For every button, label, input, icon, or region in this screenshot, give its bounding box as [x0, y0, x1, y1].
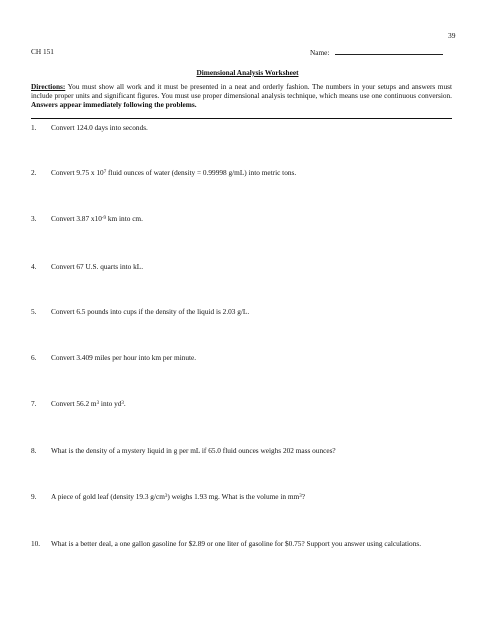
question-number: 1. — [31, 123, 37, 132]
question-number: 5. — [31, 307, 37, 316]
question-number: 8. — [31, 446, 37, 455]
question-number: 6. — [31, 353, 37, 362]
question-text: What is a better deal, a one gallon gasoline for $2.89 or one liter of gasoline for $0.75? Support you answer using calculations. — [51, 539, 422, 548]
question-6 — [31, 353, 452, 362]
question-text: Convert 67 U.S. quarts into kL. — [51, 262, 144, 271]
question-text: Convert 56.2 $m^3$ into $yd^3$. — [51, 399, 126, 408]
divider-rule — [31, 118, 452, 119]
directions-emphasis: Answers appear immediately following the problems. — [31, 99, 197, 109]
question-number: 4. — [31, 262, 37, 271]
question-number: 10. — [31, 539, 41, 548]
question-text: Convert 124.0 days into seconds. — [51, 123, 148, 132]
question-9 — [31, 492, 452, 501]
question-7 — [31, 399, 452, 408]
worksheet-title: Dimensional Analysis Worksheet — [196, 68, 299, 77]
question-text: A piece of gold leaf (density 19.3 $g/cm^3$) weighs 1.93 mg. What is the volume in $mm^3$? — [51, 492, 305, 501]
question-number: 9. — [31, 492, 37, 501]
question-text: Convert 6.5 pounds into cups if the density of the liquid is 2.03 g/L. — [51, 307, 250, 316]
directions — [31, 83, 452, 109]
question-number: 2. — [31, 168, 37, 177]
directions-text: You must show all work and it must be presented in a neat and orderly fashion. The numbers in your setups and answers must include proper units and significant figures. You must use proper dimensional analysis technique, which means use one continuous conversion. — [31, 82, 452, 100]
name-field — [310, 47, 443, 57]
course-code: CH 151 — [31, 47, 54, 56]
question-4 — [31, 262, 452, 271]
question-10 — [31, 539, 452, 548]
question-text: Convert 9.75 x $10^7$ fluid ounces of water (density = 0.99998 g/mL) into metric tons. — [51, 168, 297, 177]
question-number: 7. — [31, 399, 37, 408]
question-text: What is the density of a mystery liquid in g per mL if 65.0 fluid ounces weighs 202 mass ounces? — [51, 446, 336, 455]
question-8 — [31, 446, 452, 455]
name-label: Name: — [310, 48, 330, 57]
question-3 — [31, 214, 452, 223]
directions-label: Directions: — [31, 82, 66, 91]
question-2 — [31, 168, 452, 177]
question-5 — [31, 307, 452, 316]
question-1 — [31, 123, 452, 132]
question-text: Convert 3.409 miles per hour into km per minute. — [51, 353, 197, 362]
page-number: 39 — [448, 31, 456, 40]
name-blank-line — [335, 47, 443, 55]
question-number: 3. — [31, 214, 37, 223]
question-text: Convert 3.87 $x10^{-9}$ km into cm. — [51, 214, 143, 223]
